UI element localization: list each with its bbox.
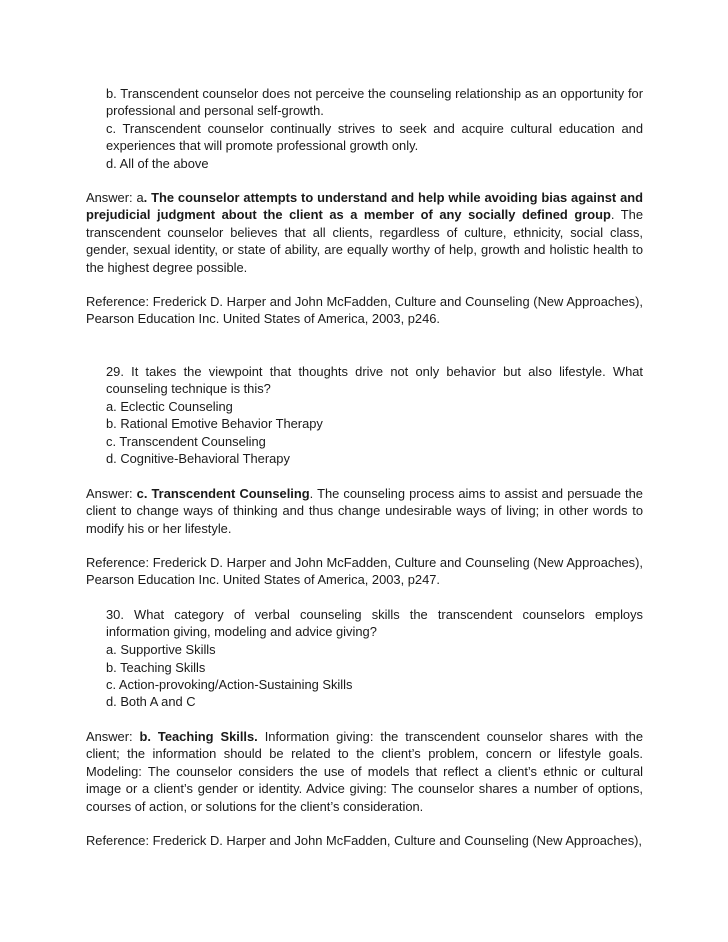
q30-answer-bold: b. Teaching Skills. bbox=[139, 729, 258, 744]
q28-option-d: d. All of the above bbox=[106, 156, 209, 171]
q29-option-d: d. Cognitive-Behavioral Therapy bbox=[106, 451, 290, 466]
q29-option-c: c. Transcendent Counseling bbox=[106, 434, 266, 449]
q29-answer-explanation: . The counseling process aims to assist and persuade the client to change ways of thinking and thus change undesirable ways of living; in other words to modify his or her lifestyle. bbox=[86, 486, 643, 536]
q28-answer-bold: . The counselor attempts to understand and help while avoiding bias against and prejudicial judgment about the client as a member of any socially defined group bbox=[86, 190, 643, 223]
q29-answer bbox=[86, 485, 643, 537]
q29-answer-bold: c. Transcendent Counseling bbox=[136, 486, 310, 501]
q30-reference: Reference: Frederick D. Harper and John McFadden, Culture and Counseling (New Approaches), bbox=[86, 833, 643, 848]
q29-option-a: a. Eclectic Counseling bbox=[106, 399, 233, 414]
q30-question: 30. What category of verbal counseling skills the transcendent counselors employs information giving, modeling and advice giving? bbox=[106, 607, 643, 640]
q28-answer-explanation: . The transcendent counselor believes that all clients, regardless of culture, ethnicity, social class, gender, sexual identity, or state of ability, are equally worthy of help, growth and holistic health to the highest degree possible. bbox=[86, 207, 643, 275]
q28-answer-letter: a bbox=[136, 190, 144, 205]
q29-option-b: b. Rational Emotive Behavior Therapy bbox=[106, 416, 323, 431]
q29-answer-prefix: Answer: bbox=[86, 486, 137, 501]
q28-answer-prefix: Answer: bbox=[86, 190, 137, 205]
q30-option-b: b. Teaching Skills bbox=[106, 660, 206, 675]
q30-option-c: c. Action-provoking/Action-Sustaining Skills bbox=[106, 677, 353, 692]
q30-answer bbox=[86, 728, 643, 815]
q29-reference: Reference: Frederick D. Harper and John McFadden, Culture and Counseling (New Approaches), Pearson Education Inc. United States of America, 2003, p247. bbox=[86, 555, 643, 588]
q28-reference: Reference: Frederick D. Harper and John McFadden, Culture and Counseling (New Approaches), Pearson Education Inc. United States of America, 2003, p246. bbox=[86, 294, 643, 327]
q30-option-a: a. Supportive Skills bbox=[106, 642, 216, 657]
q28-option-c: c. Transcendent counselor continually strives to seek and acquire cultural education and experiences that will promote professional growth only. bbox=[106, 121, 643, 154]
q30-answer-explanation: Information giving: the transcendent counselor shares with the client; the information should be related to the client’s problem, concern or lifestyle goals. Modeling: The counselor considers the use of models that reflect a client’s ethnic or cultural image or a client’s gender or identity. Advice giving: The counselor shares a number of options, courses of action, or solutions for the client’s consideration. bbox=[86, 729, 643, 814]
q28-answer bbox=[86, 189, 643, 276]
q28-option-b: b. Transcendent counselor does not perceive the counseling relationship as an opportunity for professional and personal self-growth. bbox=[106, 86, 643, 119]
q30-answer-prefix: Answer: bbox=[86, 729, 140, 744]
q29-question: 29. It takes the viewpoint that thoughts drive not only behavior but also lifestyle. What counseling technique is this? bbox=[106, 364, 643, 397]
q30-option-d: d. Both A and C bbox=[106, 694, 196, 709]
